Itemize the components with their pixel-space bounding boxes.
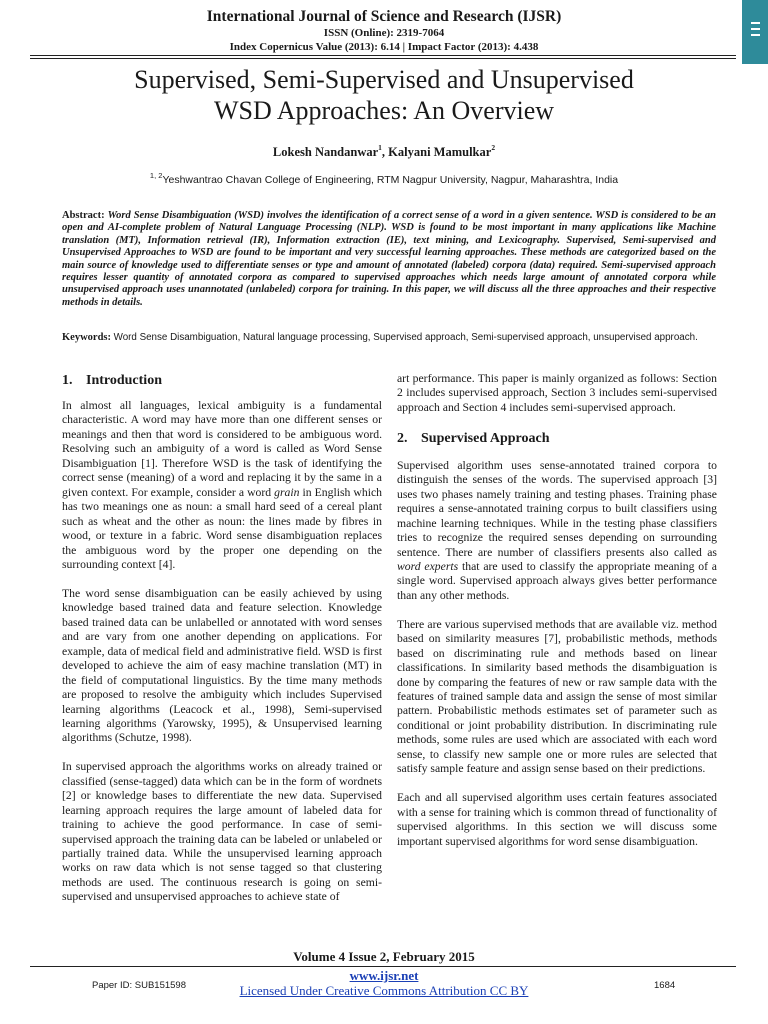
issn-line: ISSN (Online): 2319-7064 [323,27,445,39]
author-1-affiliation-mark: 1 [378,142,382,152]
section-1-heading [62,372,382,389]
title-line-1: Supervised, Semi-Supervised and Unsupervised [134,65,634,94]
footer-volume: Volume 4 Issue 2, February 2015 [293,949,475,964]
abstract [62,210,716,309]
title-line-2: WSD Approaches: An Overview [213,96,555,125]
header-divider-secondary [30,58,736,59]
author-1: Lokesh Nandanwar [272,145,379,159]
section-2-heading [397,430,717,447]
abstract-label: Abstract: [62,210,105,221]
section-2-number: 2. [397,430,408,446]
author-line [0,142,768,160]
section-1-paragraph-1: In almost all languages, lexical ambiguity is a fundamental characteristic. A word may have more than one different senses or meanings and then that word is considered to be ambiguous word. Resolving such an ambiguity of a word is called as Word Sense Disambiguation [1]. Therefore WSD is the task of identifying the correct sense (meaning) of a word and replacing it by the same in a given context. For example, consider a word grain in English which has two meanings one as noun: a small hard seed of a cereal plant such as wheat and the other as noun: the lines made by fibres in wood, or texture in a fabric. Word sense disambiguation replaces the ambiguous word by the proper one depending on the surrounding context [4]. [62,399,382,571]
abstract-text: Word Sense Disambiguation (WSD) involves the identification of a correct sense of a word in a given sentence. WSD is considered to be an open and AI-complete problem of Natural Language Processing (NLP). WSD is found to be most important in many applications like Machine translation (MT), Information retrieval (IR), Information extraction (IE), text mining, and Lexicography. Supervised, Semi-supervised and Unsupervised Approaches to WSD are found to be important and very successful learning approaches. These methods are categorized based on the main source of knowledge used to differentiate senses or type and amount of annotated (labeled) corpora (data) required. Semi-supervised approach requires lesser quantity of annotated corpora as compared to supervised approaches which needs large amount of annotated corpora while unsupervised approach uses unannotated (unlabeled) corpora for training. In this paper, we will discuss all the three approaches and their respective methods in details. [62,210,716,308]
paper-title [40,64,728,126]
affiliation [0,170,768,186]
section-1-paragraph-3-continued: art performance. This paper is mainly organized as follows: Section 2 includes supervised approach, Section 3 includes semi-supervised approach and Section 4 includes semi-supervised approach. [397,372,717,414]
section-1-title: Introduction [86,373,162,388]
section-1-paragraph-2: The word sense disambiguation can be easily achieved by using knowledge based trained data and feature selection. Knowledge based trained data can be unlabelled or annotated with word senses and are vary from one another depending on applications. For example, data of medical field and administrative field. WSD is first developed to achieve the aim of easy machine translation (MT) in the field of computational linguistics. By the time many methods are proposed to resolve the ambiguity which includes Supervised learning algorithms (Leacock et al., 1998), Semi-supervised learning algorithms (Yarowsky, 1995), & Unsupervised learning algorithms (Schutze, 1998). [62,586,382,745]
affiliation-text: Yeshwantrao Chavan College of Engineering, RTM Nagpur University, Nagpur, Maharashtra, India [162,174,619,186]
author-2: Kalyani Mamulkar [388,145,492,159]
word-experts-term: word experts [397,559,459,573]
section-2-paragraph-2: There are various supervised methods that are available viz. method based on similarity measures [7], probabilistic methods, methods based on discriminating rule and methods based on linear classifications. In similarity based methods the disambiguation is done by comparing the features of new or raw sample data with the features of trained sample data and assign the sense of most similar pattern. Probabilistic methods estimates set of parameter such as conditional or joint probability distribution. In discriminating rule methods, some rules are used which are associated with each word sense, to classify new sample one or more rules are selected that satisfy sample feature and assign sense based on their predictions. [397,617,717,776]
section-1-paragraph-3: In supervised approach the algorithms works on already trained or classified (sense-tagged) data which can be in the form of wordnets [2] or knowledge bases to differentiate the new data. Supervised learning approach requires the large amount of labeled data for training to achieve the good performance. In case of semi-supervised approach the training data can be labeled or unlabeled or partially trained data. While the unsupervised learning approach works on raw data which is not sense tagged so that clustering methods are used. The continuous research is going on semi-supervised and unsupervised approaches to achieve state of [62,760,382,904]
left-column [62,372,382,905]
journal-link[interactable]: www.ijsr.net [349,968,419,983]
index-line: Index Copernicus Value (2013): 6.14 | Impact Factor (2013): 4.438 [229,41,539,53]
example-word: grain [274,485,300,499]
section-2-paragraph-1: Supervised algorithm uses sense-annotated trained corpora to distinguish the senses of the words. The supervised approach [3] uses two phases namely training and testing phases. Training phase requires a sense-annotated training corpus to built classifiers using machine learning techniques. While in the testing phase classifiers tries to recognize the required senses depending on surrounding sentence. There are number of classifiers presents also called as word experts that are used to classify the appropriate meaning of a single word. Supervised approach always gives better performance than any other methods. [397,458,717,602]
section-2-paragraph-3: Each and all supervised algorithm uses certain features associated with a sense for training which is common thread of functionality of supervised algorithms. In this section we will discuss some important supervised algorithms for word sense disambiguation. [397,791,717,848]
license-link[interactable]: Licensed Under Creative Commons Attribution CC BY [239,983,529,998]
keywords-text: Word Sense Disambiguation, Natural language processing, Supervised approach, Semi-supervised approach, unsupervised approach. [113,332,698,343]
affiliation-mark: 1, 2 [149,170,163,180]
right-column [397,372,717,849]
journal-name: International Journal of Science and Research (IJSR) [206,8,562,25]
section-1-number: 1. [62,373,73,388]
footer-divider [30,966,736,967]
author-separator: , [381,145,389,159]
paper-id: Paper ID: SUB151598 [92,980,187,991]
page-number: 1684 [654,980,676,991]
keywords [62,332,716,344]
header-divider [30,55,736,56]
journal-header [0,7,768,54]
author-2-affiliation-mark: 2 [491,142,496,152]
keywords-label: Keywords: [62,332,111,343]
section-2-title: Supervised Approach [421,430,550,446]
